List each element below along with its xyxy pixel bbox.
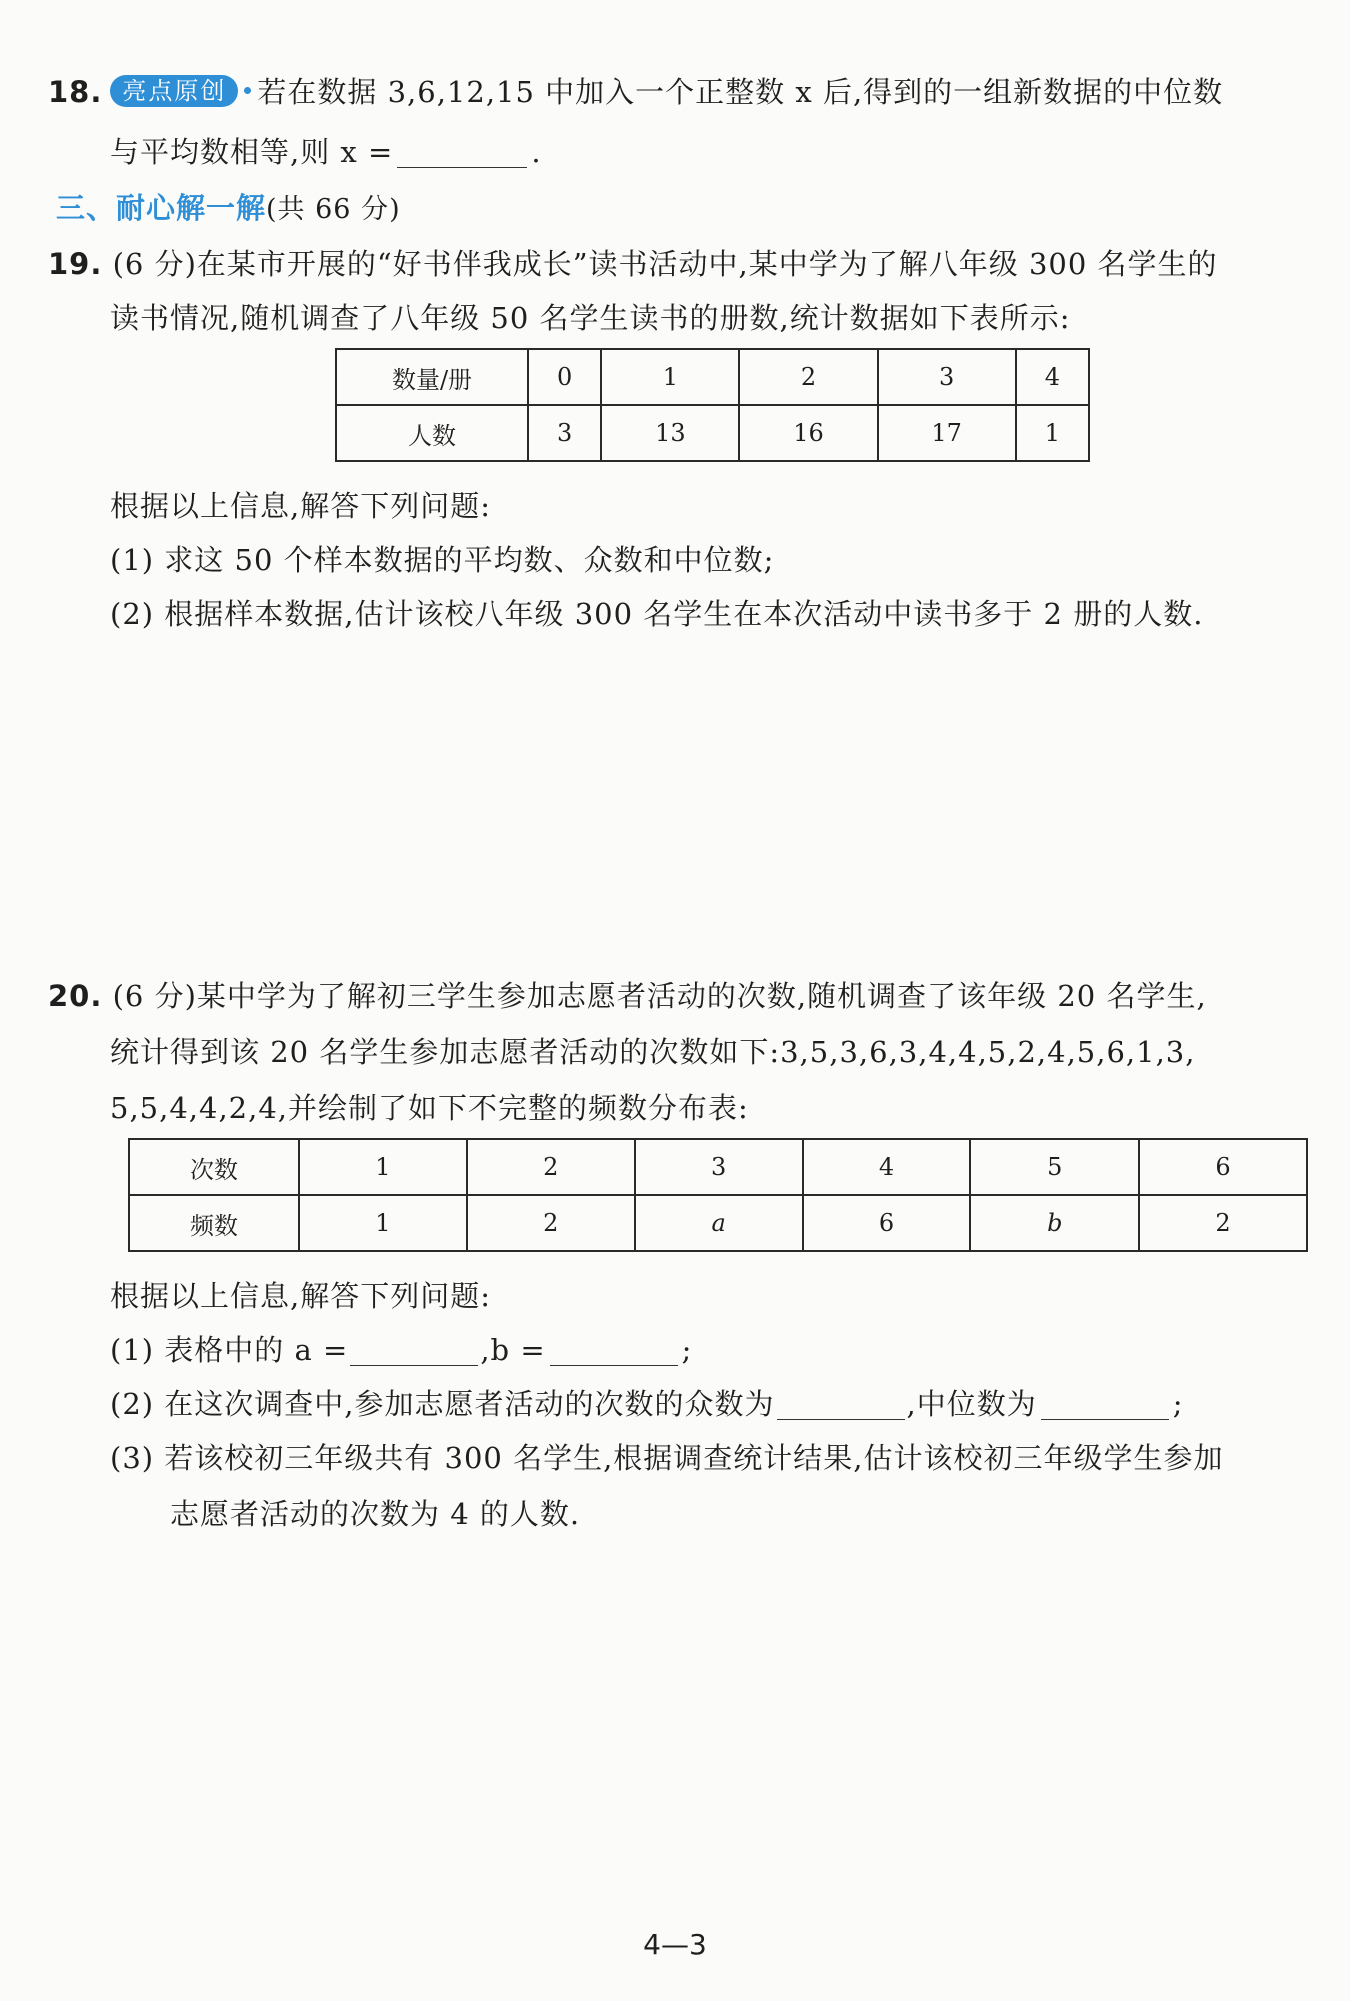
q20-after: 根据以上信息,解答下列问题: xyxy=(110,1279,491,1313)
table-cell: 频数 xyxy=(129,1195,299,1251)
q19-text-line1: (6 分)在某市开展的“好书伴我成长”读书活动中,某中学为了解八年级 300 名学生的 xyxy=(112,247,1218,281)
table-cell: 6 xyxy=(1139,1139,1307,1195)
q20-median-answer-blank[interactable] xyxy=(1041,1389,1169,1420)
q18-answer-blank[interactable] xyxy=(397,137,527,168)
q18-line1 xyxy=(48,72,1223,112)
q18-period: . xyxy=(531,135,542,169)
q20-part3-line2: 志愿者活动的次数为 4 的人数. xyxy=(170,1497,581,1531)
table-cell: 16 xyxy=(739,405,877,461)
section3-header xyxy=(56,188,401,230)
table-cell: 3 xyxy=(635,1139,803,1195)
q20-table-row-header xyxy=(129,1139,1307,1195)
q20-part2-text: (2) 在这次调查中,参加志愿者活动的次数的众数为 xyxy=(110,1387,775,1421)
q20-text-line1: (6 分)某中学为了解初三学生参加志愿者活动的次数,随机调查了该年级 20 名学生, xyxy=(112,979,1207,1013)
q19-table-row-count xyxy=(336,405,1089,461)
q20-part1 xyxy=(110,1330,692,1370)
table-cell: 次数 xyxy=(129,1139,299,1195)
q18-badge: 亮点原创 xyxy=(110,75,238,107)
q20-table xyxy=(128,1138,1308,1252)
table-cell: 2 xyxy=(467,1195,635,1251)
q19-table-row-header xyxy=(336,349,1089,405)
q20-part2-end: ; xyxy=(1172,1387,1184,1421)
page-number: 4—3 xyxy=(643,1928,707,1961)
table-cell: 1 xyxy=(299,1195,467,1251)
q18-line2 xyxy=(110,132,542,172)
q19-after: 根据以上信息,解答下列问题: xyxy=(110,489,491,523)
table-cell: 2 xyxy=(1139,1195,1307,1251)
q20-part1-text: (1) 表格中的 a = xyxy=(110,1333,349,1367)
q20-b-answer-blank[interactable] xyxy=(550,1335,678,1366)
q18-text-line1: 若在数据 3,6,12,15 中加入一个正整数 x 后,得到的一组新数据的中位数 xyxy=(257,75,1224,109)
table-cell: 4 xyxy=(1016,349,1089,405)
section3-sub: (共 66 分) xyxy=(266,194,401,225)
q20-number: 20. xyxy=(48,979,103,1013)
table-cell: 6 xyxy=(803,1195,971,1251)
badge-dot-icon xyxy=(244,87,251,94)
table-cell: 3 xyxy=(528,405,601,461)
table-cell: 5 xyxy=(970,1139,1139,1195)
table-cell: 1 xyxy=(1016,405,1089,461)
table-cell: 4 xyxy=(803,1139,971,1195)
q20-part2-mid: ,中位数为 xyxy=(906,1387,1037,1421)
table-cell: 2 xyxy=(739,349,877,405)
table-cell: 数量/册 xyxy=(336,349,528,405)
q20-part1-end: ; xyxy=(681,1333,693,1367)
table-cell: 1 xyxy=(299,1139,467,1195)
table-cell: 3 xyxy=(878,349,1016,405)
q19-line1 xyxy=(48,244,1218,284)
q20-line3: 5,5,4,4,2,4,并绘制了如下不完整的频数分布表: xyxy=(110,1091,749,1125)
table-cell: 13 xyxy=(601,405,739,461)
q19-part2: (2) 根据样本数据,估计该校八年级 300 名学生在本次活动中读书多于 2 册的人数. xyxy=(110,597,1204,631)
q20-mode-answer-blank[interactable] xyxy=(777,1389,905,1420)
q20-part3-line1: (3) 若该校初三年级共有 300 名学生,根据调查统计结果,估计该校初三年级学生参加 xyxy=(110,1441,1224,1475)
q20-line2: 统计得到该 20 名学生参加志愿者活动的次数如下:3,5,3,6,3,4,4,5,2,4,5,6,1,3, xyxy=(110,1035,1196,1069)
q18-number: 18. xyxy=(48,75,103,109)
q19-part1: (1) 求这 50 个样本数据的平均数、众数和中位数; xyxy=(110,543,775,577)
table-cell: 1 xyxy=(601,349,739,405)
q18-text-line2: 与平均数相等,则 x = xyxy=(110,135,394,169)
q20-part1-mid: ,b = xyxy=(480,1333,546,1367)
table-cell: 0 xyxy=(528,349,601,405)
table-cell: 17 xyxy=(878,405,1016,461)
q20-table-row-frequency xyxy=(129,1195,1307,1251)
table-cell: b xyxy=(970,1195,1139,1251)
section3-title: 三、耐心解一解 xyxy=(56,191,267,225)
table-cell: a xyxy=(635,1195,803,1251)
q19-line2: 读书情况,随机调查了八年级 50 名学生读书的册数,统计数据如下表所示: xyxy=(110,301,1071,335)
q19-table xyxy=(335,348,1090,462)
q20-line1 xyxy=(48,976,1207,1016)
table-cell: 人数 xyxy=(336,405,528,461)
q19-number: 19. xyxy=(48,247,103,281)
q20-a-answer-blank[interactable] xyxy=(350,1335,478,1366)
q20-part2 xyxy=(110,1384,1184,1424)
table-cell: 2 xyxy=(467,1139,635,1195)
